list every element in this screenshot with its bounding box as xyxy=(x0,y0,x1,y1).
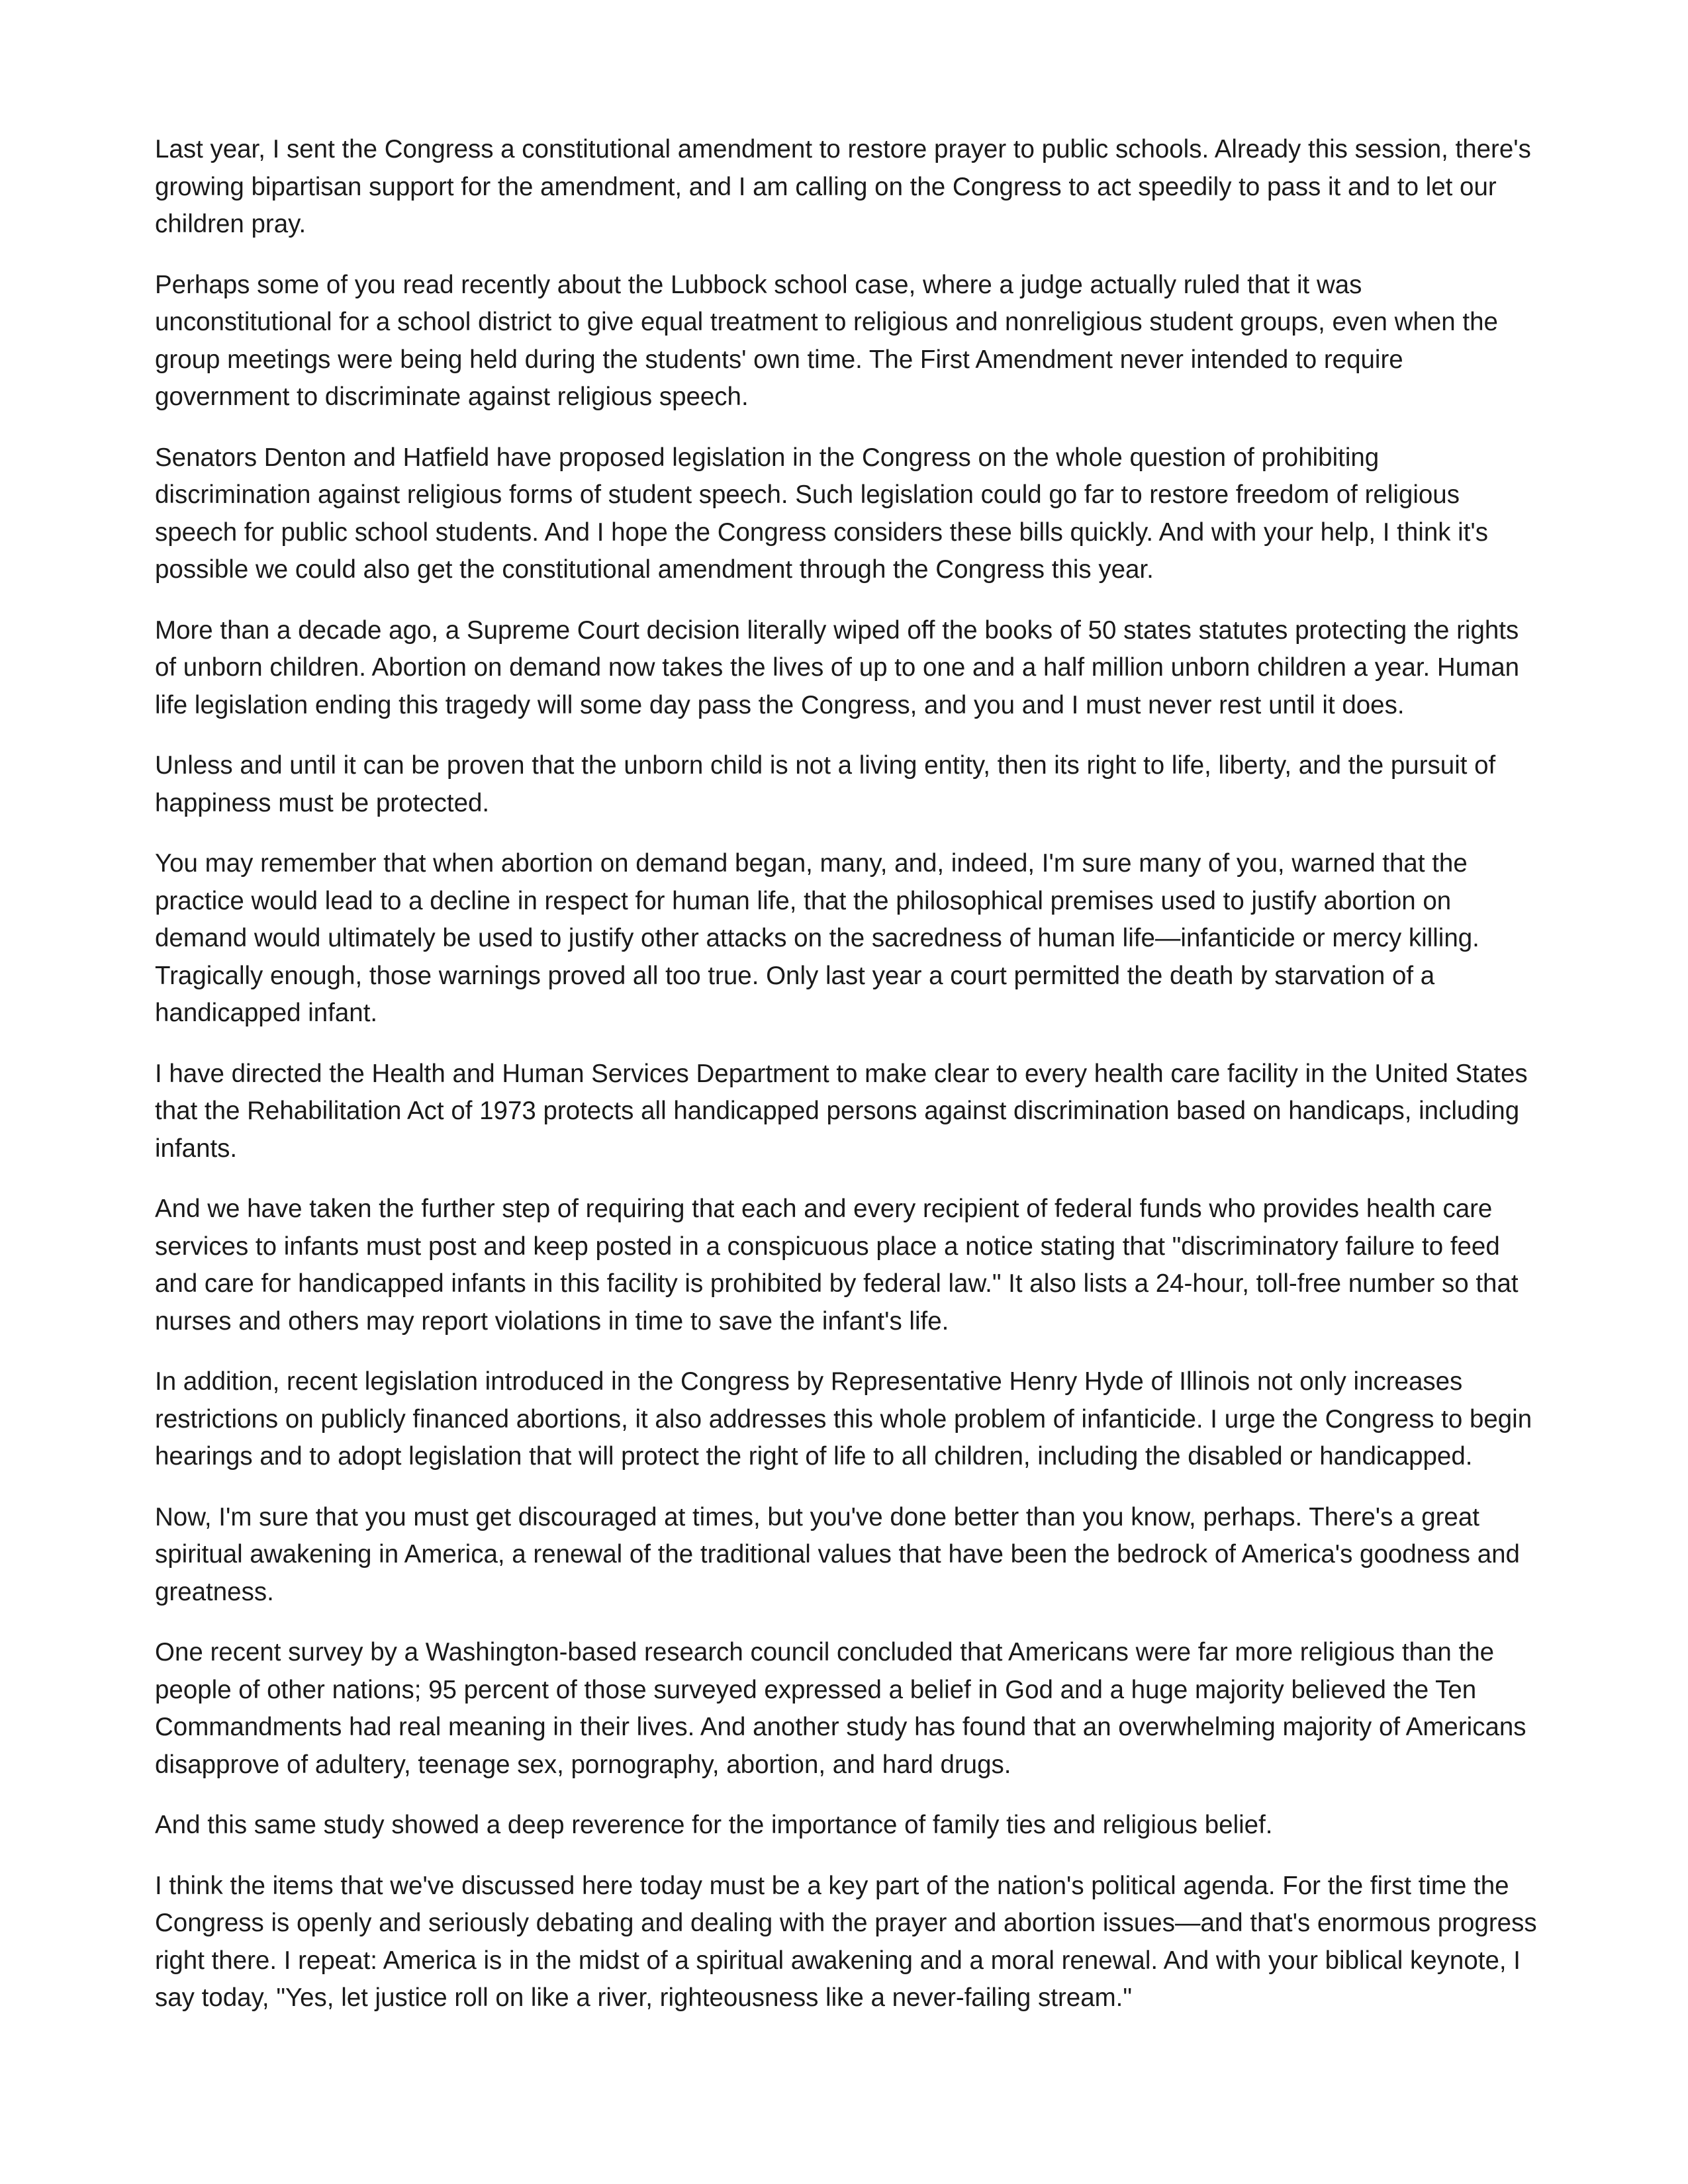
paragraph: Senators Denton and Hatfield have proposed legislation in the Congress on the whole question of prohibiting discrimination against religious forms of student speech. Such legislation could go far to restore freedom of religious speech for public school students. And I hope the Congress considers these bills quickly. And with your help, I think it's possible we could also get the constitutional amendment through the Congress this year. xyxy=(155,443,1489,584)
paragraph: I think the items that we've discussed here today must be a key part of the nation's political agenda. For the first time the Congress is openly and seriously debating and dealing with the prayer and abortion issues—and that's enormous progress right there. I repeat: America is in the midst of a spiritual awakening and a moral renewal. And with your biblical keynote, I say today, "Yes, let justice roll on like a river, righteousness like a never-failing stream." xyxy=(155,1871,1537,2012)
paragraph: One recent survey by a Washington-based research council concluded that Americans were far more religious than the people of other nations; 95 percent of those surveyed expressed a belief in God and a huge majority believed the Ten Commandments had real meaning in their lives. And another study has found that an overwhelming majority of Americans disapprove of adultery, teenage sex, pornography, abortion, and hard drugs. xyxy=(155,1638,1526,1779)
document-page xyxy=(155,131,1538,2040)
paragraph: Now, I'm sure that you must get discouraged at times, but you've done better than you know, perhaps. There's a great spiritual awakening in America, a renewal of the traditional values that have been the bedrock of America's goodness and greatness. xyxy=(155,1502,1520,1606)
paragraph: Unless and until it can be proven that the unborn child is not a living entity, then its right to life, liberty, and the pursuit of happiness must be protected. xyxy=(155,751,1496,817)
paragraph: I have directed the Health and Human Services Department to make clear to every health care facility in the United States that the Rehabilitation Act of 1973 protects all handicapped persons against discrimination based on handicaps, including infants. xyxy=(155,1059,1528,1163)
paragraph: You may remember that when abortion on demand began, many, and, indeed, I'm sure many of you, warned that the practice would lead to a decline in respect for human life, that the philosophical premises used to justify abortion on demand would ultimately be used to justify other attacks on the sacredness of human life—infanticide or mercy killing. Tragically enough, those warnings proved all too true. Only last year a court permitted the death by starvation of a handicapped infant. xyxy=(155,849,1479,1027)
paragraph: And we have taken the further step of requiring that each and every recipient of federal funds who provides health care services to infants must post and keep posted in a conspicuous place a notice stating that "discriminatory failure to feed and care for handicapped infants in this facility is prohibited by federal law." It also lists a 24-hour, toll-free number so that nurses and others may report violations in time to save the infant's life. xyxy=(155,1195,1519,1336)
paragraph: And this same study showed a deep reverence for the importance of family ties and religious belief. xyxy=(155,1811,1273,1839)
paragraph: In addition, recent legislation introduced in the Congress by Representative Henry Hyde of Illinois not only increases restrictions on publicly financed abortions, it also addresses this whole problem of infanticide. I urge the Congress to begin hearings and to adopt legislation that will protect the right of life to all children, including the disabled or handicapped. xyxy=(155,1367,1532,1471)
paragraph: Last year, I sent the Congress a constitutional amendment to restore prayer to public schools. Already this session, there's growing bipartisan support for the amendment, and I am calling on the Congress to act speedily to pass it and to let our children pray. xyxy=(155,135,1531,238)
paragraph: Perhaps some of you read recently about the Lubbock school case, where a judge actually ruled that it was unconstitutional for a school district to give equal treatment to religious and nonreligious student groups, even when the group meetings were being held during the students' own time. The First Amendment never intended to require government to discriminate against religious speech. xyxy=(155,270,1498,411)
paragraph: More than a decade ago, a Supreme Court decision literally wiped off the books of 50 states statutes protecting the rights of unborn children. Abortion on demand now takes the lives of up to one and a half million unborn children a year. Human life legislation ending this tragedy will some day pass the Congress, and you and I must never rest until it does. xyxy=(155,615,1520,719)
